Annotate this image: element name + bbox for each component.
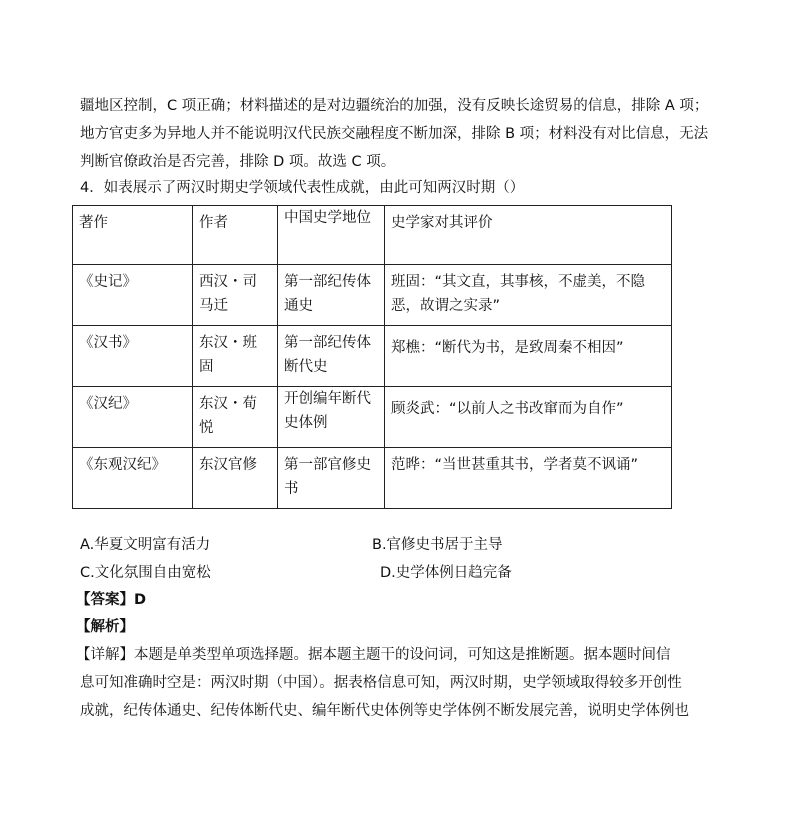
table-cell-author: 东汉官修 [193,448,278,509]
table-cell-author: 西汉・司马迁 [193,265,278,326]
table-row [73,448,672,509]
option-c: C.文化氛围自由宽松 [80,565,211,581]
question-text: 4．如表展示了两汉时期史学领域代表性成就，由此可知两汉时期（） [80,180,525,196]
option-d: D.史学体例日趋完备 [380,565,512,581]
table-row [73,387,672,448]
option-a: A.华夏文明富有活力 [80,537,211,553]
table-header-cell: 中国史学地位 [278,206,385,265]
intro-line-1: 疆地区控制，C 项正确；材料描述的是对边疆统治的加强，没有反映长途贸易的信息，排除 A 项； [80,98,709,114]
table-cell-evaluation: 顾炎武：“以前人之书改窜而为自作” [385,387,672,448]
table-cell-status: 第一部纪传体通史 [278,265,385,326]
intro-line-2: 地方官吏多为异地人并不能说明汉代民族交融程度不断加深，排除 B 项；材料没有对比信息，无法 [80,126,709,142]
table-cell-status: 开创编年断代史体例 [278,387,385,448]
table-cell-evaluation: 范晔：“当世甚重其书，学者莫不讽诵” [385,448,672,509]
table-cell-status: 第一部纪传体断代史 [278,326,385,387]
table-cell-work: 《汉纪》 [73,387,193,448]
option-b: B.官修史书居于主导 [372,537,503,553]
table-cell-status: 第一部官修史书 [278,448,385,509]
table-header-cell: 著作 [73,206,193,265]
table-cell-author: 东汉・荀悦 [193,387,278,448]
table-header-row [73,206,672,265]
detail-line-1: 【详解】本题是单类型单项选择题。据本题主题干的设问词，可知这是推断题。据本题时间信 [76,647,671,663]
table-cell-work: 《汉书》 [73,326,193,387]
table-cell-evaluation: 班固：“其文直，其事核，不虚美，不隐恶，故谓之实录” [385,265,672,326]
table-cell-evaluation: 郑樵：“断代为书，是致周秦不相因” [385,326,672,387]
detail-line-2: 息可知准确时空是：两汉时期（中国）。据表格信息可知，两汉时期，史学领域取得较多开创性 [80,675,682,691]
table-cell-author: 东汉・班固 [193,326,278,387]
intro-line-3: 判断官僚政治是否完善，排除 D 项。故选 C 项。 [80,154,396,170]
answer-value: D [134,592,147,608]
answer-line [76,590,146,610]
table-row [73,265,672,326]
table-cell-work: 《东观汉纪》 [73,448,193,509]
table-cell-work: 《史记》 [73,265,193,326]
table-row [73,326,672,387]
table-header-cell: 作者 [193,206,278,265]
analysis-label: 【解析】 [76,619,134,635]
history-table [72,205,672,509]
table-header-cell: 史学家对其评价 [385,206,672,265]
answer-label: 【答案】 [76,592,134,608]
detail-line-3: 成就，纪传体通史、纪传体断代史、编年断代史体例等史学体例不断发展完善，说明史学体例也 [80,703,689,719]
